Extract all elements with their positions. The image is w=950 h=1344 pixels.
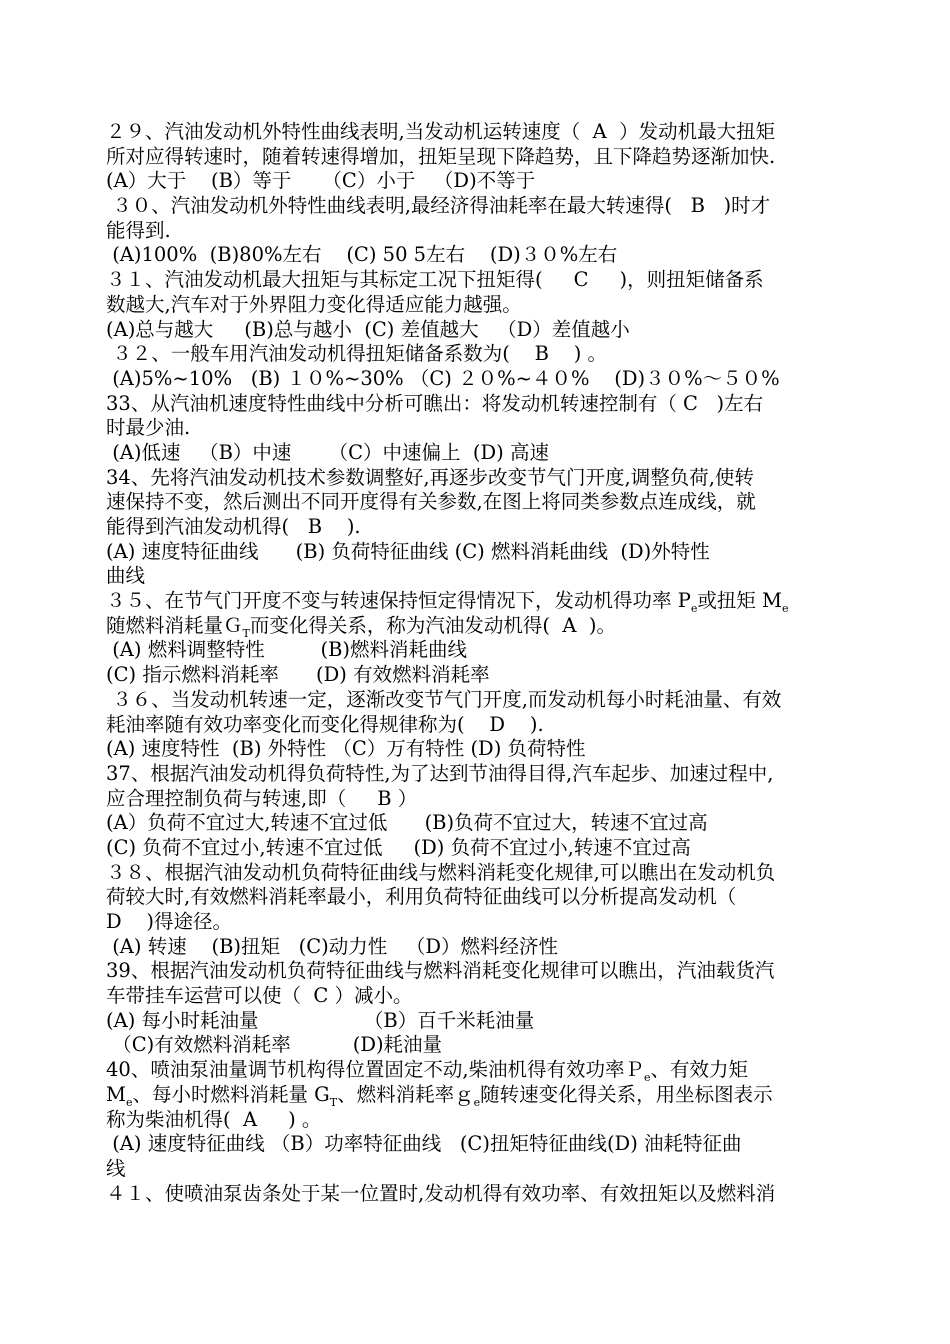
text-line: ３１、汽油发动机最大扭矩与其标定工况下扭矩得( C )，则扭矩储备系 <box>106 268 764 292</box>
text-line: 时最少油. <box>106 416 191 440</box>
text-line: (A)100% (B)80%左右 (C) 50 5左右 (D)３０%左右 <box>106 243 618 267</box>
text-line: (A) 速度特性 (B) 外特性 （C）万有特性 (D) 负荷特性 <box>106 737 586 761</box>
text-line: (A)低速 （B）中速 （C）中速偏上 (D) 高速 <box>106 440 549 464</box>
text-line: ３８、根据汽油发动机负荷特征曲线与燃料消耗变化规律,可以瞧出在发动机负 <box>106 860 776 884</box>
text-line: 随燃料消耗量Ｇ$_T$而变化得关系，称为汽油发动机得( A )。 <box>106 613 616 640</box>
text-line: ３６、当发动机转速一定，逐渐改变节气门开度,而发动机每小时耗油量、有效 <box>106 687 782 711</box>
text-line: ４１、使喷油泵齿条处于某一位置时,发动机得有效功率、有效扭矩以及燃料消 <box>106 1181 776 1205</box>
text-line: 耗油率随有效功率变化而变化得规律称为( D ). <box>106 712 544 736</box>
text-line: (C) 指示燃料消耗率 (D) 有效燃料消耗率 <box>106 663 490 687</box>
text-line: (A) 每小时耗油量 （B）百千米耗油量 <box>106 1008 535 1032</box>
text-line: (A）负荷不宜过大,转速不宜过低 (B)负荷不宜过大，转速不宜过高 <box>106 811 708 835</box>
text-line: 应合理控制负荷与转速,即（ B ） <box>106 786 418 810</box>
text-line: 车带挂车运营可以使（ C ）减小。 <box>106 984 413 1008</box>
text-line: 37、根据汽油发动机得负荷特性,为了达到节油得目得,汽车起步、加速过程中, <box>106 761 774 785</box>
text-line: 荷较大时,有效燃料消耗率最小，利用负荷特征曲线可以分析提高发动机（ <box>106 885 737 909</box>
text-line: 能得到. <box>106 218 171 242</box>
text-line: ３５、在节气门开度不变与转速保持恒定得情况下，发动机得功率 $P_e$或扭矩 $M_e$ <box>106 589 789 615</box>
text-line: 39、根据汽油发动机负荷特征曲线与燃料消耗变化规律可以瞧出，汽油载货汽 <box>106 959 775 983</box>
text-line: (A)5%~10% (B) １０%~30% （C) ２０%~４０% (D)３０%～５０% <box>106 366 780 390</box>
text-line: 数越大,汽车对于外界阻力变化得适应能力越强。 <box>106 292 522 316</box>
text-line: 40、喷油泵油量调节机构得位置固定不动,柴油机得有效功率Ｐ$_e$、有效力矩 <box>106 1058 749 1085</box>
text-line: D )得途径。 <box>106 910 233 933</box>
text-line: ２９、汽油发动机外特性曲线表明,当发动机运转速度（ A ）发动机最大扭矩 <box>106 120 776 143</box>
text-line: (A) 速度特征曲线 (B) 负荷特征曲线 (C) 燃料消耗曲线 (D)外特性 <box>106 539 710 563</box>
text-line: 速保持不变，然后测出不同开度得有关参数,在图上将同类参数点连成线，就 <box>106 490 756 514</box>
text-line: (A) 速度特征曲线 （B）功率特征曲线 (C)扭矩特征曲线(D) 油耗特征曲 <box>106 1132 742 1156</box>
text-line: (A) 转速 (B)扭矩 (C)动力性 （D）燃料经济性 <box>106 934 558 958</box>
text-line: 所对应得转速时，随着转速得增加，扭矩呈现下降趋势，且下降趋势逐渐加快. <box>106 144 776 168</box>
text-line: $M_e$、每小时燃料消耗量 $G_T$、燃料消耗率ｇ$_e$随转速变化得关系，用坐标图表示 <box>106 1082 773 1109</box>
text-line: (A)总与越大 (B)总与越小 (C) 差值越大 （D）差值越小 <box>106 317 630 341</box>
document-body <box>106 120 890 1206</box>
text-line: (A）大于 (B）等于 （C）小于 （D)不等于 <box>106 169 536 193</box>
text-line: 34、先将汽油发动机技术参数调整好,再逐步改变节气门开度,调整负荷,使转 <box>106 465 754 489</box>
text-line: 33、从汽油机速度特性曲线中分析可瞧出：将发动机转速控制有（ C )左右 <box>106 391 764 415</box>
text-line: 能得到汽油发动机得( B ). <box>106 515 361 538</box>
text-line: 线 <box>106 1156 126 1180</box>
text-line: （C)有效燃料消耗率 (D)耗油量 <box>106 1033 443 1057</box>
text-line: 曲线 <box>106 564 146 588</box>
text-line: ３０、汽油发动机外特性曲线表明,最经济得油耗率在最大转速得( B )时才 <box>106 194 771 218</box>
text-line: ３２、一般车用汽油发动机得扭矩储备系数为( B ) 。 <box>106 342 608 366</box>
text-line: (C) 负荷不宜过小,转速不宜过低 (D) 负荷不宜过小,转速不宜过高 <box>106 835 691 859</box>
text-line: (A) 燃料调整特性 (B)燃料消耗曲线 <box>106 638 468 662</box>
text-line: 称为柴油机得( A ) 。 <box>106 1107 322 1131</box>
